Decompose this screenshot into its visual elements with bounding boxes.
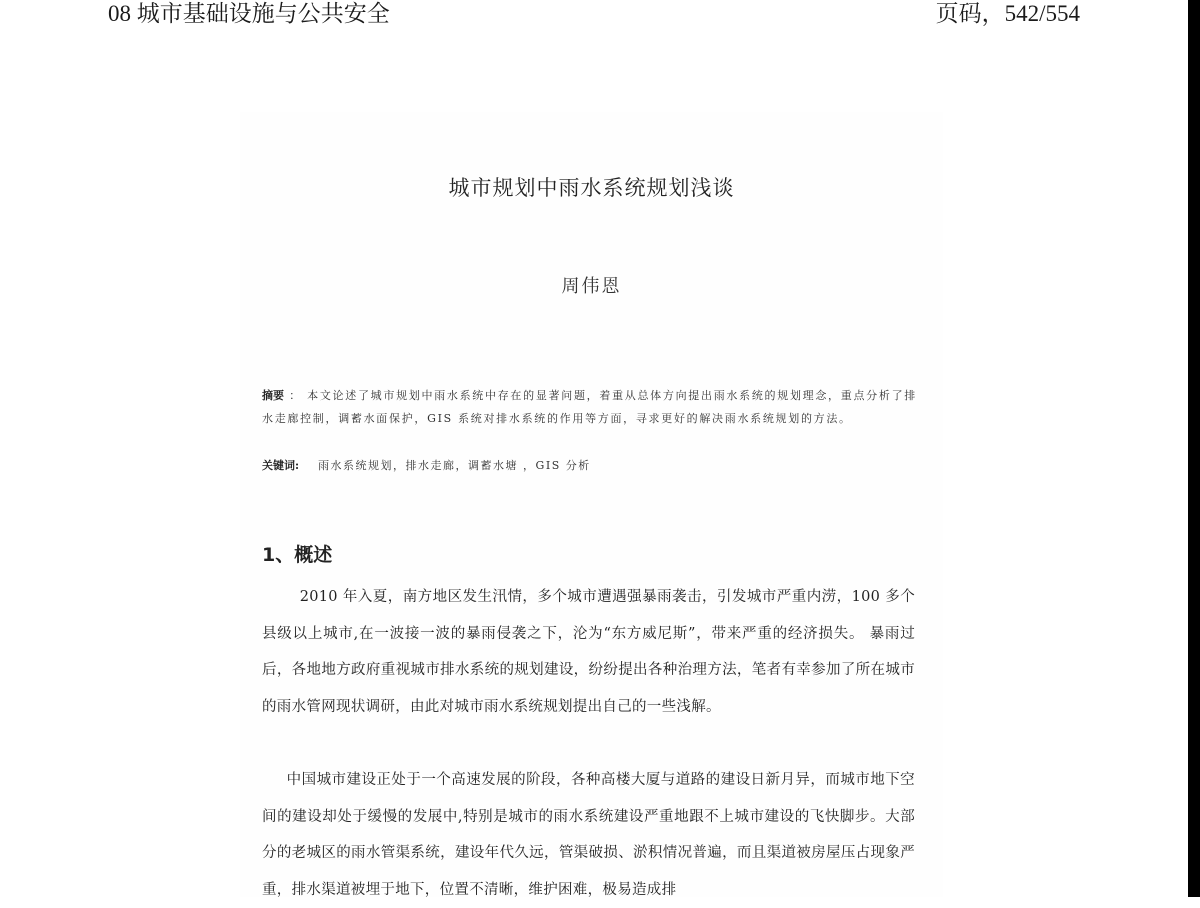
scrollbar-edge: [1188, 0, 1200, 897]
body-paragraph: 2010 年入夏，南方地区发生汛情，多个城市遭遇强暴雨袭击，引发城市严重内涝，100 多个县级以上城市,在一波接一波的暴雨侵袭之下，沦为“东方威尼斯”，带来严重的经济损失。 暴雨过后，各地地方政府重视城市排水系统的规划建设，纷纷提出各种治理方法，笔者有幸参加了所在城市的雨水管网现状调研，由此对城市雨水系统规划提出自己的一些浅解。: [262, 589, 915, 715]
abstract-separator: ：: [289, 389, 302, 402]
section-heading: 1、概述: [262, 544, 333, 566]
keywords-label: 关键词:: [262, 459, 300, 472]
keywords: [262, 454, 917, 477]
document-author: 周伟恩: [561, 276, 622, 297]
page-indicator: 页码，542/554: [935, 1, 1080, 26]
keywords-text: 雨水系统规划，排水走廊，调蓄水塘 ，GIS 分析: [318, 459, 591, 472]
abstract: [262, 384, 917, 430]
body-paragraph: 中国城市建设正处于一个高速发展的阶段，各种高楼大厦与道路的建设日新月异，而城市地下空间的建设却处于缓慢的发展中,特别是城市的雨水系统建设严重地跟不上城市建设的飞快脚步。大部分的老城区的雨水管渠系统，建设年代久远，管渠破损、淤积情况普遍，而且渠道被房屋压占现象严重，排水渠道被埋于地下，位置不清晰，维护困难，极易造成排: [262, 772, 915, 898]
document-page: [240, 112, 943, 897]
abstract-text: 本文论述了城市规划中雨水系统中存在的显著问题，着重从总体方向提出雨水系统的规划理念，重点分析了排水走廊控制，调蓄水面保护，GIS 系统对排水系统的作用等方面，寻求更好的解决雨水系统规划的方法。: [262, 389, 917, 425]
header-section-title: 08 城市基础设施与公共安全: [108, 1, 390, 26]
document-title: 城市规划中雨水系统规划浅谈: [448, 176, 735, 200]
abstract-label: 摘要: [262, 389, 285, 402]
